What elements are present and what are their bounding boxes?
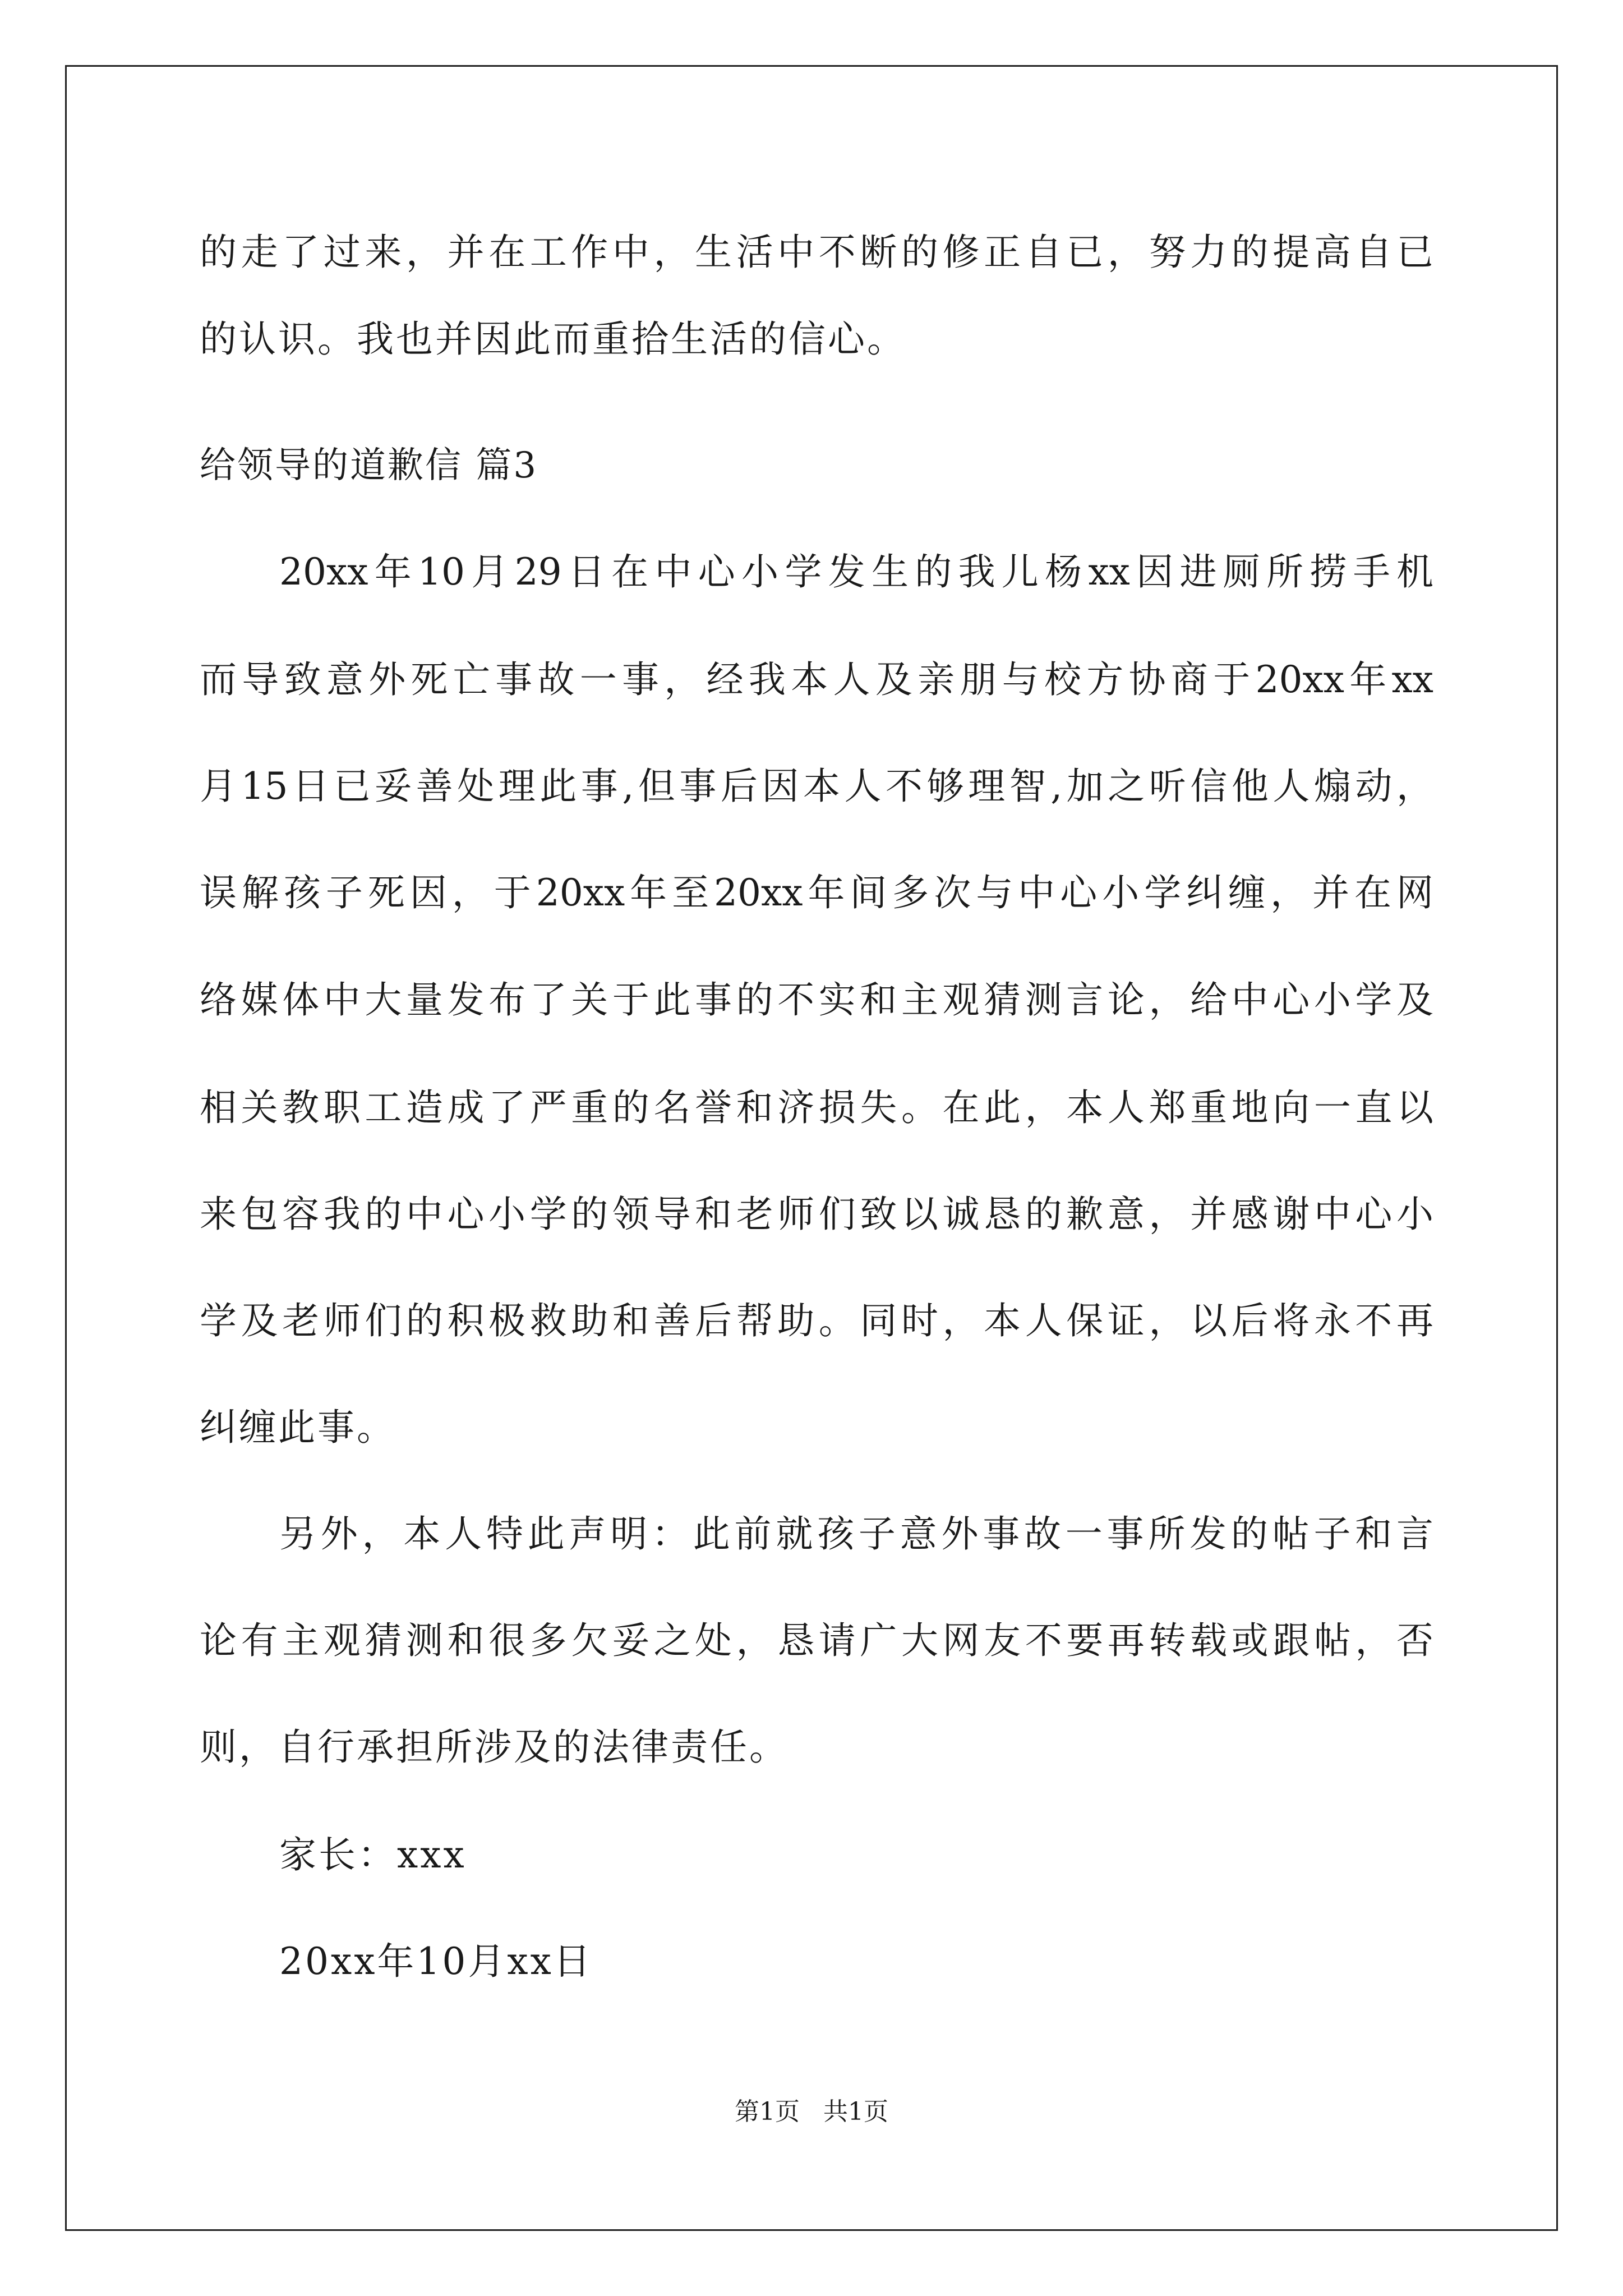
text-line: 相关教职工造成了严重的名誉和济损失。在此，本人郑重地向一直以 xyxy=(200,1086,1433,1129)
text-line: 论有主观猜测和很多欠妥之处，恳请广大网友不要再转载或跟帖，否 xyxy=(200,1619,1433,1662)
text-line: 则，自行承担所涉及的法律责任。 xyxy=(200,1726,789,1769)
text-line: 纠缠此事。 xyxy=(200,1406,396,1449)
text-line: 另外，本人特此声明：此前就孩子意外事故一事所发的帖子和言 xyxy=(279,1512,1433,1556)
text-line: 来包容我的中心小学的领导和老师们致以诚恳的歉意，并感谢中心小 xyxy=(200,1193,1433,1236)
page-border xyxy=(65,65,1558,2231)
text-line: 误解孩子死因，于20xx年至20xx年间多次与中心小学纠缠，并在网 xyxy=(200,871,1433,914)
text-line: 学及老师们的积极救助和善后帮助。同时，本人保证，以后将永不再 xyxy=(200,1299,1433,1342)
signature: 家长：xxx xyxy=(279,1833,467,1876)
text-line: 而导致意外死亡事故一事，经我本人及亲朋与校方协商于20xx年xx xyxy=(200,658,1433,701)
date: 20xx年10月xx日 xyxy=(279,1940,593,1983)
section-title: 给领导的道歉信 篇3 xyxy=(200,445,538,486)
text-line: 月15日已妥善处理此事,但事后因本人不够理智,加之听信他人煽动， xyxy=(200,765,1433,808)
page-number-footer: 第1页 共1页 xyxy=(735,2097,888,2126)
text-line: 20xx年10月29日在中心小学发生的我儿杨xx因进厕所捞手机 xyxy=(279,550,1433,593)
text-line: 的认识。我也并因此而重拾生活的信心。 xyxy=(200,318,906,361)
text-line: 的走了过来，并在工作中，生活中不断的修正自已，努力的提高自已 xyxy=(200,231,1433,274)
text-line: 络媒体中大量发布了关于此事的不实和主观猜测言论，给中心小学及 xyxy=(200,978,1433,1022)
